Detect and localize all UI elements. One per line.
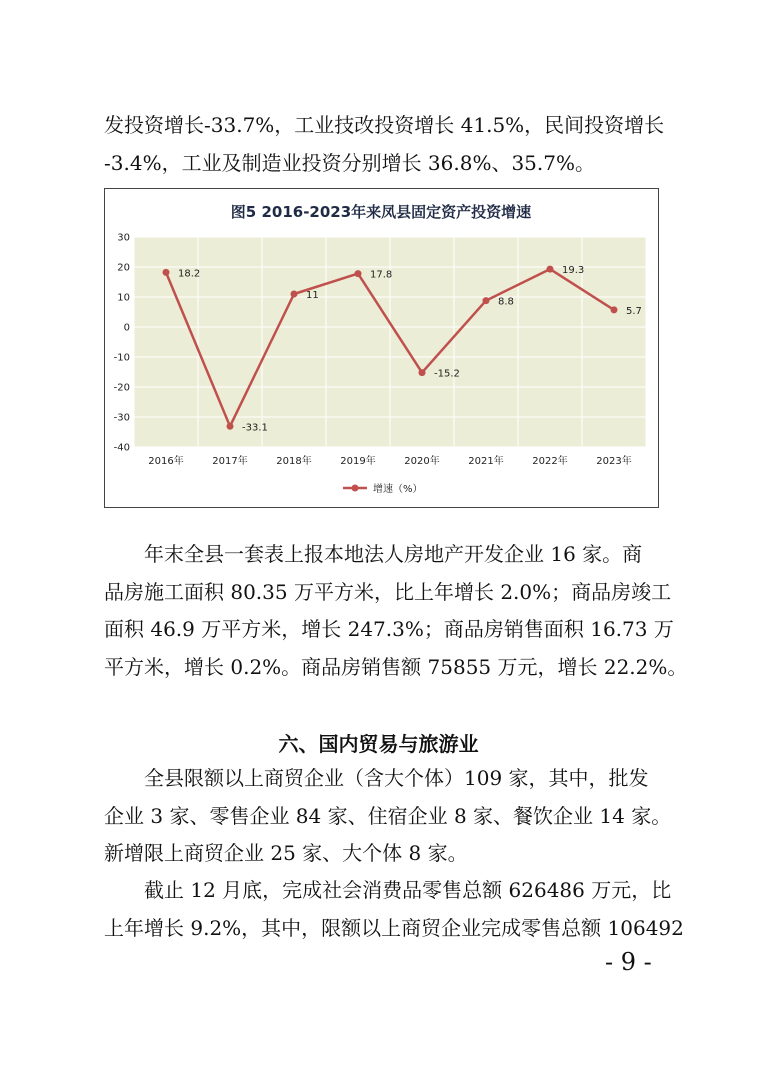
data-point	[163, 269, 170, 276]
data-point	[355, 270, 362, 277]
line-chart-svg	[105, 189, 658, 507]
data-label: 19.3	[562, 265, 585, 277]
text-line: -3.4%，工业及制造业投资分别增长 36.8%、35.7%。	[104, 150, 595, 175]
legend-label: 增速（%）	[373, 484, 423, 495]
x-tick-label: 2017年	[212, 456, 248, 467]
legend	[343, 482, 423, 495]
section-heading: 六、国内贸易与旅游业	[278, 732, 479, 756]
investment-growth-chart	[104, 188, 659, 508]
text-line: 截止 12 月底，完成社会消费品零售总额 626486 万元，比	[144, 878, 672, 902]
x-tick-label: 2021年	[468, 456, 504, 467]
chart-title: 图5 2016-2023年来凤县固定资产投资增速	[230, 203, 532, 221]
text-line: 发投资增长-33.7%，工业技改投资增长 41.5%，民间投资增长	[104, 113, 665, 137]
data-point	[611, 306, 618, 313]
text-line: 品房施工面积 80.35 万平方米，比上年增长 2.0%；商品房竣工	[104, 579, 672, 604]
y-tick-label: 10	[117, 292, 130, 304]
y-tick-label: -10	[113, 352, 130, 364]
y-tick-label: 30	[117, 232, 130, 244]
data-label: -33.1	[242, 422, 268, 434]
paragraph-trade-enterprises	[104, 760, 672, 873]
x-tick-label: 2018年	[276, 456, 312, 467]
x-tick-label: 2016年	[148, 456, 184, 467]
paragraph-retail-sales	[104, 872, 684, 947]
data-point	[291, 291, 298, 298]
text-line: 全县限额以上商贸企业（含大个体）109 家，其中，批发	[144, 766, 649, 790]
text-line: 企业 3 家、零售企业 84 家、住宿企业 8 家、餐饮企业 14 家。	[104, 803, 672, 828]
page-number: - 9 -	[605, 948, 652, 976]
y-tick-label: -20	[113, 382, 130, 394]
data-point	[547, 266, 554, 273]
x-tick-label: 2022年	[532, 456, 568, 467]
y-tick-label: 0	[123, 322, 130, 334]
data-point	[419, 369, 426, 376]
x-tick-label: 2020年	[404, 456, 440, 467]
data-label: 11	[306, 290, 319, 301]
text-line: 年末全县一套表上报本地法人房地产开发企业 16 家。商	[144, 542, 643, 566]
paragraph-real-estate	[104, 536, 688, 686]
data-label: 5.7	[626, 305, 642, 317]
legend-marker	[352, 485, 359, 492]
data-label: 17.8	[370, 269, 393, 281]
data-label: -15.2	[434, 368, 460, 380]
text-line: 上年增长 9.2%，其中，限额以上商贸企业完成零售总额 106492	[104, 915, 684, 940]
text-line: 平方米，增长 0.2%。商品房销售额 75855 万元，增长 22.2%。	[104, 654, 688, 679]
x-tick-label: 2023年	[596, 456, 632, 467]
x-axis-ticks	[148, 454, 631, 467]
x-tick-label: 2019年	[340, 456, 376, 467]
data-point	[483, 297, 490, 304]
text-line: 面积 46.9 万平方米，增长 247.3%；商品房销售面积 16.73 万	[104, 617, 674, 641]
data-point	[227, 423, 234, 430]
y-tick-label: 20	[117, 262, 130, 274]
y-tick-label: -40	[113, 442, 130, 454]
data-label: 18.2	[178, 268, 201, 280]
data-label: 8.8	[498, 296, 514, 308]
text-line: 新增限上商贸企业 25 家、大个体 8 家。	[104, 841, 468, 865]
y-axis-ticks	[114, 233, 130, 454]
y-tick-label: -30	[113, 412, 130, 424]
paragraph-investment	[104, 107, 664, 182]
